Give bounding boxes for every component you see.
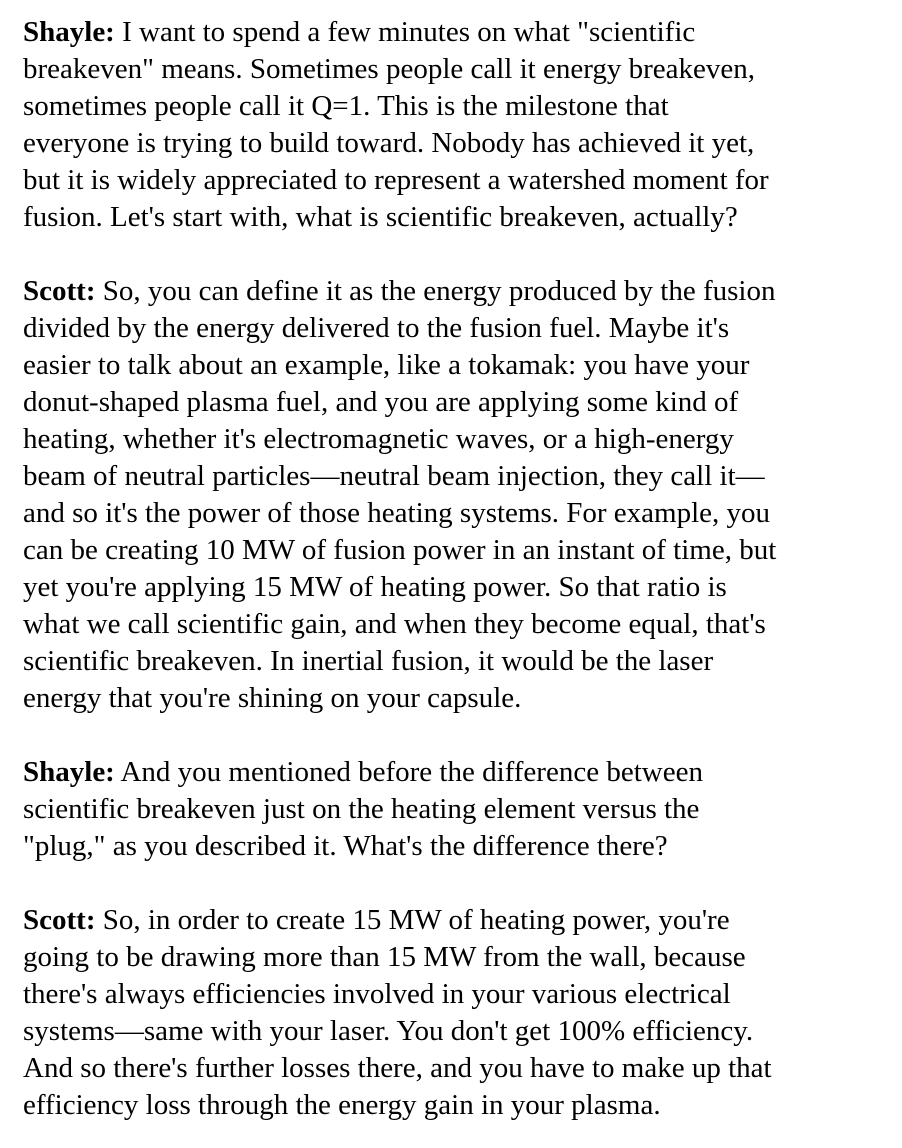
speaker-label: Scott:	[23, 275, 96, 307]
paragraph-line: and so it's the power of those heating systems. For example, you	[23, 497, 771, 529]
paragraph-line: And so there's further losses there, and you have to make up that	[23, 1052, 772, 1084]
line-text: So, in order to create 15 MW of heating power, you're	[95, 904, 730, 936]
paragraph-line: yet you're applying 15 MW of heating power. So that ratio is	[23, 571, 727, 603]
line-text: So, you can define it as the energy produced by the fusion	[95, 275, 776, 307]
paragraph-line	[23, 273, 885, 310]
line-text: I want to spend a few minutes on what "scientific	[114, 16, 696, 48]
paragraph-line: can be creating 10 MW of fusion power in an instant of time, but	[23, 534, 777, 566]
paragraph-line: fusion. Let's start with, what is scientific breakeven, actually?	[23, 201, 738, 233]
paragraph-line	[23, 14, 885, 51]
paragraph-line: but it is widely appreciated to represent a watershed moment for	[23, 164, 769, 196]
paragraph-line: there's always efficiencies involved in your various electrical	[23, 978, 731, 1010]
paragraph-line: efficiency loss through the energy gain in your plasma.	[23, 1089, 661, 1121]
paragraph-line: breakeven" means. Sometimes people call it energy breakeven,	[23, 53, 755, 85]
transcript-paragraph	[23, 273, 885, 717]
speaker-label: Shayle:	[23, 16, 115, 48]
paragraph-line: beam of neutral particles—neutral beam injection, they call it—	[23, 460, 765, 492]
speaker-label: Shayle:	[23, 756, 115, 788]
paragraph-line: "plug," as you described it. What's the difference there?	[23, 830, 668, 862]
line-text: And you mentioned before the difference between	[114, 756, 703, 788]
paragraph-line: systems—same with your laser. You don't get 100% efficiency.	[23, 1015, 754, 1047]
paragraph-line: everyone is trying to build toward. Nobody has achieved it yet,	[23, 127, 755, 159]
speaker-label: Scott:	[23, 904, 96, 936]
paragraph-line: energy that you're shining on your capsule.	[23, 682, 522, 714]
paragraph-line: donut-shaped plasma fuel, and you are applying some kind of	[23, 386, 739, 418]
transcript-paragraph	[23, 14, 885, 236]
transcript-paragraph	[23, 754, 885, 865]
paragraph-line: what we call scientific gain, and when they become equal, that's	[23, 608, 766, 640]
transcript-paragraph	[23, 902, 885, 1124]
paragraph-line	[23, 902, 885, 939]
paragraph-line: scientific breakeven. In inertial fusion, it would be the laser	[23, 645, 714, 677]
paragraph-line: scientific breakeven just on the heating element versus the	[23, 793, 700, 825]
paragraph-line: divided by the energy delivered to the fusion fuel. Maybe it's	[23, 312, 730, 344]
paragraph-line: going to be drawing more than 15 MW from the wall, because	[23, 941, 746, 973]
paragraph-line: heating, whether it's electromagnetic waves, or a high-energy	[23, 423, 734, 455]
paragraph-line: sometimes people call it Q=1. This is the milestone that	[23, 90, 669, 122]
transcript-document	[23, 14, 885, 1124]
paragraph-line	[23, 754, 885, 791]
paragraph-line: easier to talk about an example, like a tokamak: you have your	[23, 349, 750, 381]
